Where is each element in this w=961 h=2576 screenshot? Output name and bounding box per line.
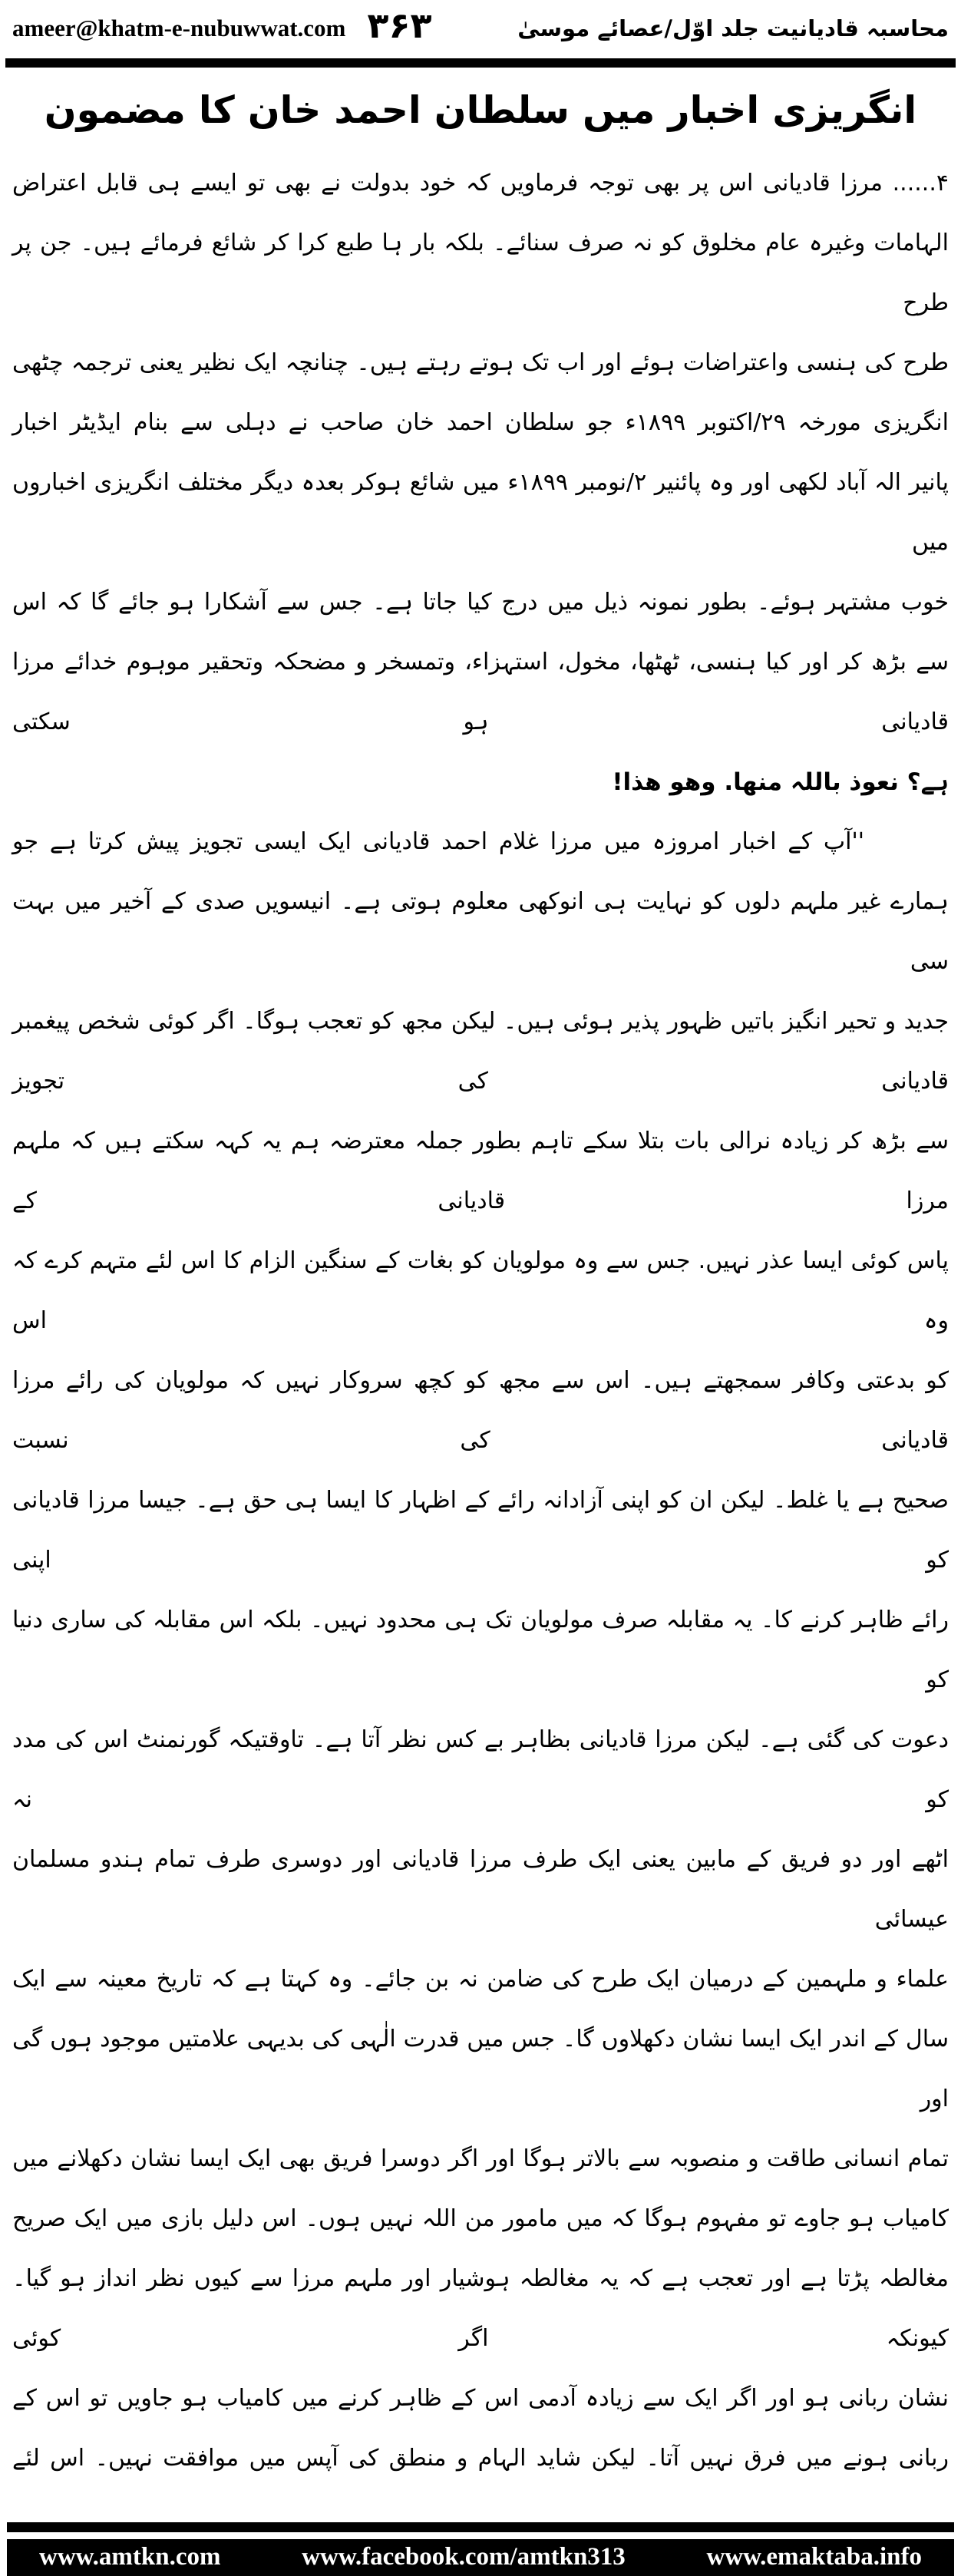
body-line: سال کے اندر ایک ایسا نشان دکھلاوں گا۔ جس میں قدرت الٰہی کی بدیہی علامتیں موجود ہوں گی اور — [12, 2025, 949, 2112]
body-line: جدید و تحیر انگیز باتیں ظہور پذیر ہوئی ہیں۔ لیکن مجھ کو تعجب ہوگا۔ اگر کوئی شخص پیغمبر قادیانی کی تجویز — [12, 1007, 949, 1095]
body-line: اٹھے اور دو فریق کے مابین یعنی ایک طرف مرزا قادیانی اور دوسری طرف تمام ہندو مسلمان عیسائی — [12, 1845, 949, 1933]
body-line: رائے ظاہر کرنے کا۔ یہ مقابلہ صرف مولویان تک ہی محدود نہیں۔ بلکہ اس مقابلہ کی ساری دنیا کو — [12, 1606, 949, 1693]
body-line-arabic-bold: ہے؟ نعوذ باللہ منھا. وھو ھذا! — [612, 768, 949, 796]
body-line: ہمارے غیر ملہم دلوں کو نہایت ہی انوکھی معلوم ہوتی ہے۔ انیسویں صدی کے آخیر میں بہت سی — [12, 887, 949, 975]
body-line: علماء و ملہمین کے درمیان ایک طرح کی ضامن نہ بن جائے۔ وہ کہتا ہے کہ تاریخ معینہ سے ایک — [12, 1965, 949, 1993]
body-line: کامیاب ہو جاوے تو مفہوم ہوگا کہ میں مامور من اللہ نہیں ہوں۔ اس دلیل بازی میں ایک صریح — [12, 2204, 949, 2232]
header-divider-bar — [5, 58, 956, 68]
body-line: طرح کی ہنسی واعتراضات ہوئے اور اب تک ہوتے رہتے ہیں۔ چنانچہ ایک نظیر یعنی ترجمہ چٹھی — [12, 348, 949, 376]
body-line: نشان ربانی ہو اور اگر ایک سے زیادہ آدمی اس کے ظاہر کرنے میں کامیاب ہو جاویں تو اس کے — [12, 2384, 949, 2412]
footer-link-emaktaba: www.emaktaba.info — [706, 2543, 922, 2571]
footer-links-bar — [7, 2539, 954, 2576]
body-line: خوب مشتہر ہوئے۔ بطور نمونہ ذیل میں درج کیا جاتا ہے۔ جس سے آشکارا ہو جائے گا کہ اس — [12, 588, 949, 616]
body-line: کو بدعتی وکافر سمجھتے ہیں۔ اس سے مجھ کو کچھ سروکار نہیں کہ مولویان کی رائے مرزا قادیانی کی نسبت — [12, 1366, 949, 1454]
contact-email: ameer@khatm-e-nubuwwat.com — [12, 15, 346, 41]
article-body — [0, 154, 961, 2488]
body-line: صحیح ہے یا غلط۔ لیکن ان کو اپنی آزادانہ رائے کے اظہار کا ایسا ہی حق ہے۔ جیسا مرزا قادیانی کو اپنی — [12, 1486, 949, 1574]
page-header — [0, 0, 961, 51]
body-line: سے بڑھ کر زیادہ نرالی بات بتلا سکے تاہم بطور جملہ معترضہ ہم یہ کہہ سکتے ہیں کہ ملہم مرزا قادیانی کے — [12, 1127, 949, 1214]
body-line: تمام انسانی طاقت و منصوبہ سے بالاتر ہوگا اور اگر دوسرا فریق بھی ایک ایسا نشان دکھلانے میں — [12, 2145, 949, 2172]
body-line: ربانی ہونے میں فرق نہیں آتا۔ لیکن شاید الہام و منطق کی آپس میں موافقت نہیں۔ اس لئے — [12, 2444, 949, 2472]
body-line: سے بڑھ کر اور کیا ہنسی، ٹھٹھا، مخول، استہزاء، وتمسخر و مضحکہ وتحقیر موہوم خدائے مرزا قادیانی ہو سکتی — [12, 648, 949, 735]
body-line: پاس کوئی ایسا عذر نہیں. جس سے وہ مولویان کو بغات کے سنگین الزام کا اس لئے متہم کرے کہ وہ اس — [12, 1247, 949, 1334]
body-line: انگریزی مورخہ ۲۹/اکتوبر ۱۸۹۹ء جو سلطان احمد خان صاحب نے دہلی سے بنام ایڈیٹر اخبار — [12, 408, 949, 436]
body-line: مغالطہ پڑتا ہے اور تعجب ہے کہ یہ مغالطہ ہوشیار اور ملہم مرزا سے کیوں نظر انداز ہو گیا۔ کیونکہ اگر کوئی — [12, 2264, 949, 2352]
page-number: ۳۶۳ — [367, 5, 432, 46]
body-line: ۴...... مرزا قادیانی اس پر بھی توجہ فرماویں کہ خود بدولت نے بھی تو ایسے ہی قابل اعتراض — [12, 169, 949, 197]
book-title: محاسبہ قادیانیت جلد اوّل/عصائے موسیٰ — [517, 15, 949, 41]
body-line-quote-start: ''آپ کے اخبار امروزہ میں مرزا غلام احمد قادیانی ایک ایسی تجویز پیش کرتا ہے جو — [12, 827, 864, 855]
body-line: الہامات وغیرہ عام مخلوق کو نہ صرف سنائے۔ بلکہ بار ہا طبع کرا کر شائع فرمائے ہیں۔ جن پر طرح — [12, 229, 949, 316]
body-line: پانیر الہ آباد لکھی اور وہ پائنیر ۲/نومبر ۱۸۹۹ء میں شائع ہوکر بعدہ دیگر مختلف انگریزی اخباروں میں — [12, 468, 949, 556]
body-line: دعوت کی گئی ہے۔ لیکن مرزا قادیانی بظاہر بے کس نظر آتا ہے۔ تاوقتیکہ گورنمنٹ اس کی مدد کو نہ — [12, 1726, 949, 1813]
article-heading: انگریزی اخبار میں سلطان احمد خان کا مضمون — [44, 88, 917, 132]
footer-link-facebook: www.facebook.com/amtkn313 — [302, 2543, 626, 2571]
footer-link-amtkn: www.amtkn.com — [39, 2543, 221, 2571]
footer-divider-bar — [7, 2522, 954, 2532]
